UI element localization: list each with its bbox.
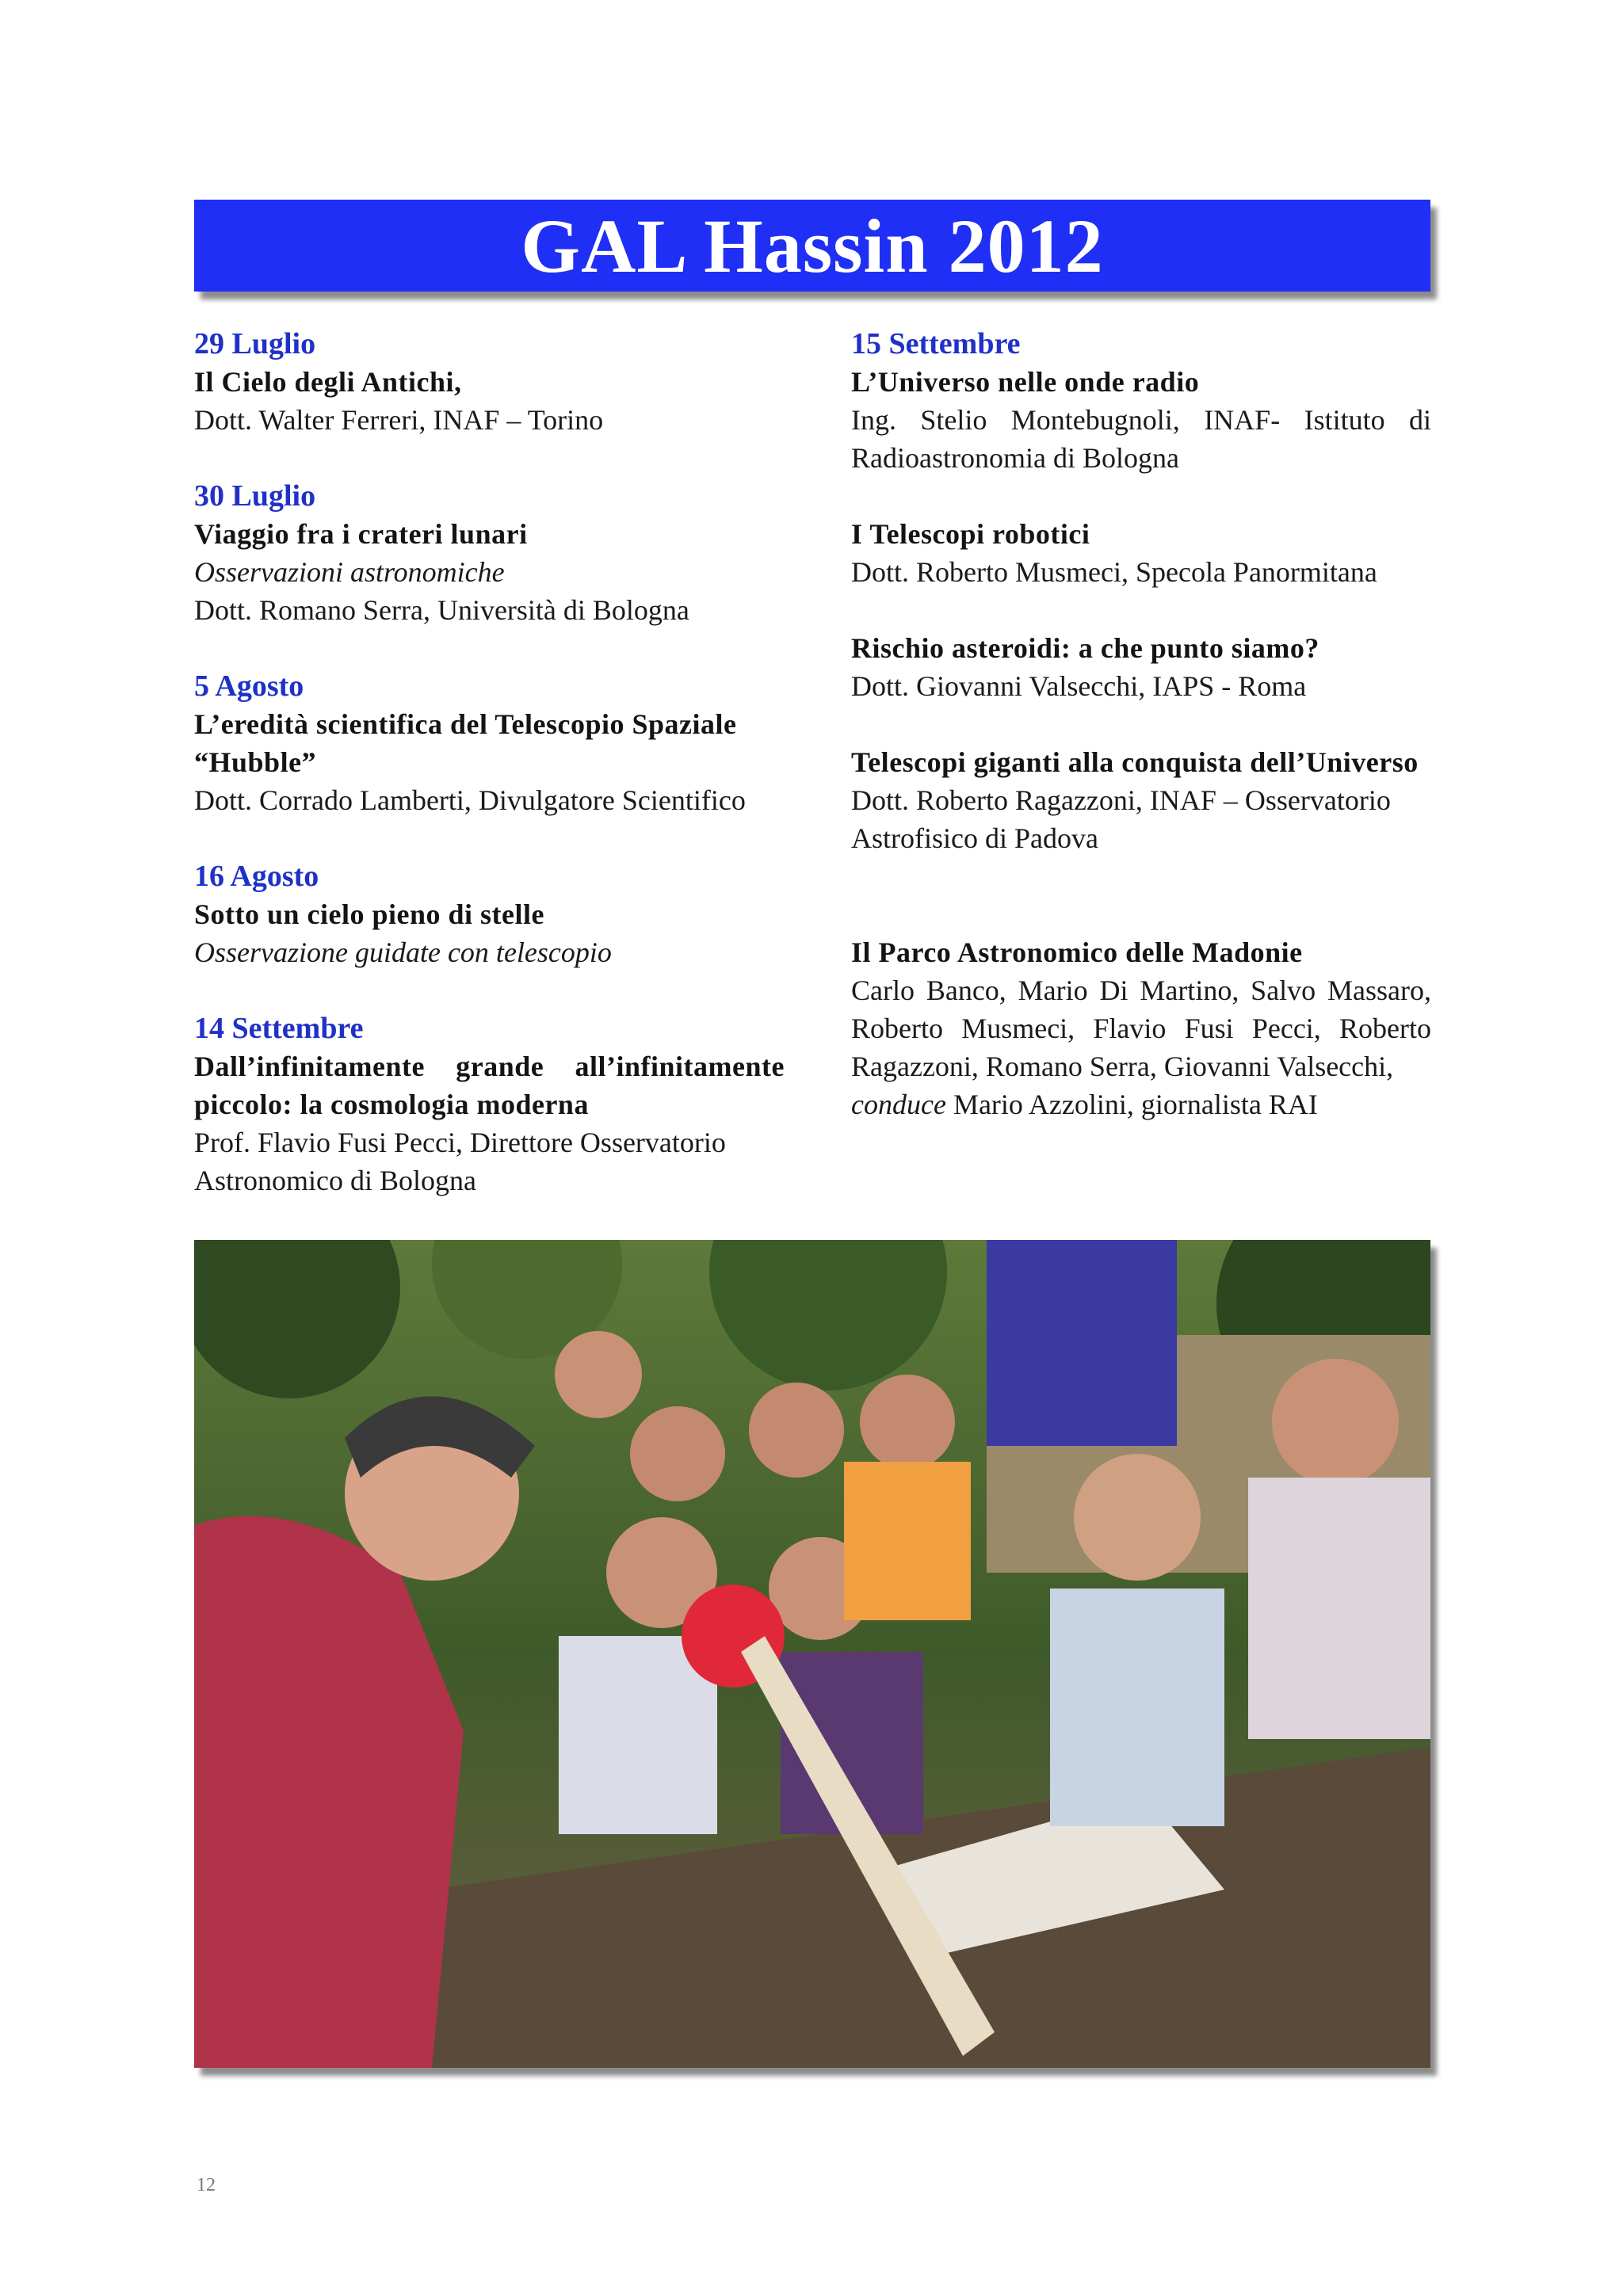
panel-participants: Carlo Banco, Mario Di Martino, Salvo Massaro, Roberto Musmeci, Flavio Fusi Pecci, Roberto Ragazzoni, Romano Serra, Giovanni Valsecchi, <box>851 974 1431 1082</box>
event-subtitle: Osservazioni astronomiche <box>194 556 505 588</box>
event-entry <box>194 667 785 819</box>
event-date: 30 Luglio <box>194 479 316 513</box>
photo-illustration <box>194 1240 1430 2068</box>
event-date: 15 Settembre <box>851 327 1021 360</box>
panel-entry <box>851 933 1431 1123</box>
event-title: L’eredità scientifica del Telescopio Spaziale “Hubble” <box>194 708 737 778</box>
event-speaker: Dott. Roberto Musmeci, Specola Panormitana <box>851 556 1377 588</box>
event-title: Il Cielo degli Antichi, <box>194 366 462 398</box>
event-date: 5 Agosto <box>194 669 304 703</box>
event-entry <box>194 1009 785 1199</box>
event-entry <box>194 857 785 971</box>
title-banner <box>194 200 1430 292</box>
page-number: 12 <box>197 2175 216 2195</box>
event-entry <box>194 325 785 439</box>
event-speaker: Dott. Giovanni Valsecchi, IAPS - Roma <box>851 670 1307 702</box>
page-title: GAL Hassin 2012 <box>521 203 1104 288</box>
event-title: Telescopi giganti alla conquista dell’Universo <box>851 746 1419 778</box>
event-speaker: Dott. Corrado Lamberti, Divulgatore Scientifico <box>194 784 746 816</box>
event-speaker: Dott. Roberto Ragazzoni, INAF – Osservatorio Astrofisico di Padova <box>851 784 1391 854</box>
event-speaker: Prof. Flavio Fusi Pecci, Direttore Osservatorio Astronomico di Bologna <box>194 1127 726 1196</box>
event-date: 16 Agosto <box>194 860 319 893</box>
conduce-label: conduce <box>851 1089 946 1120</box>
panel-moderator-line <box>851 1085 1431 1123</box>
event-entry <box>194 477 785 629</box>
event-date: 14 Settembre <box>194 1012 364 1045</box>
event-date: 29 Luglio <box>194 327 316 360</box>
event-photo <box>194 1240 1430 2068</box>
event-entry <box>851 629 1431 705</box>
event-title: Viaggio fra i crateri lunari <box>194 518 528 550</box>
event-entry <box>851 325 1431 477</box>
event-title: Sotto un cielo pieno di stelle <box>194 898 545 930</box>
panel-title: Il Parco Astronomico delle Madonie <box>851 936 1303 968</box>
left-column <box>194 325 785 1238</box>
panel-moderator: Mario Azzolini, giornalista RAI <box>953 1089 1318 1120</box>
event-subtitle: Osservazione guidate con telescopio <box>194 936 612 968</box>
event-speaker: Dott. Romano Serra, Università di Bologna <box>194 594 689 626</box>
event-title: I Telescopi robotici <box>851 518 1090 550</box>
event-speaker: Dott. Walter Ferreri, INAF – Torino <box>194 404 604 436</box>
event-title: L’Universo nelle onde radio <box>851 366 1200 398</box>
right-column <box>851 325 1431 1161</box>
event-entry <box>851 515 1431 591</box>
event-speaker: Ing. Stelio Montebugnoli, INAF- Istituto di Radioastronomia di Bologna <box>851 404 1431 474</box>
event-title: Dall’infinitamente grande all’infinitamente piccolo: la cosmologia moderna <box>194 1051 785 1120</box>
event-title: Rischio asteroidi: a che punto siamo? <box>851 632 1319 664</box>
event-entry <box>851 743 1431 857</box>
